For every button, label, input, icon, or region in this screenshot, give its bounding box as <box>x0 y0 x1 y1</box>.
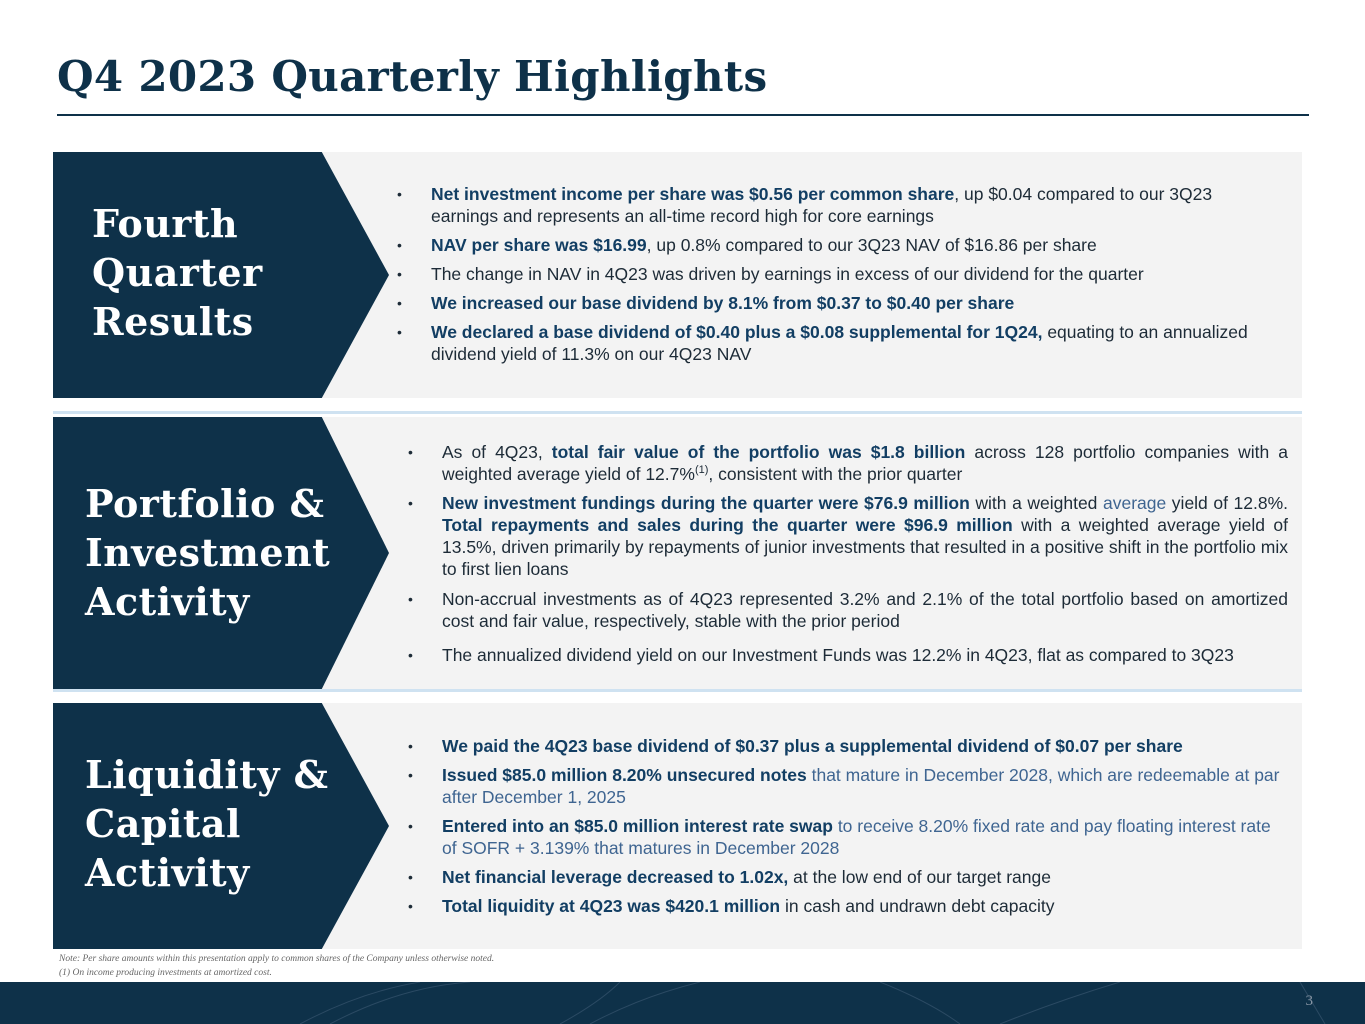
bullet-text: that mature in December 2028, which are redeemable at par after December 1, 2025 <box>442 765 1280 807</box>
bullet-text: to receive 8.20% fixed rate and pay floating interest rate of SOFR + 3.139% that matures in December 2028 <box>442 816 1271 858</box>
bullet-bold-text: Issued $85.0 million 8.20% unsecured notes <box>442 765 807 785</box>
bullet-item <box>408 815 1288 859</box>
heading-line: Liquidity & <box>85 752 329 797</box>
title-divider <box>57 114 1309 116</box>
bullet-text: , consistent with the prior quarter <box>708 464 963 484</box>
heading-line: Activity <box>85 579 250 624</box>
bullet-item <box>408 866 1288 888</box>
bullet-text: at the low end of our target range <box>788 867 1051 887</box>
bullet-item <box>408 895 1288 917</box>
bullet-item <box>397 292 1273 314</box>
section-liquidity-capital-activity <box>53 703 1302 949</box>
heading-line: Quarter <box>92 250 263 295</box>
footnote: (1) On income producing investments at amortized cost. <box>59 968 272 978</box>
bullet-text: Non-accrual investments as of 4Q23 represented 3.2% and 2.1% of the total portfolio based on amortized cost and fair value, respectively, stable with the prior period <box>442 589 1288 631</box>
section-fourth-quarter-results <box>53 152 1302 398</box>
bullet-text: with a weighted <box>969 493 1103 513</box>
bullet-list <box>408 735 1288 917</box>
bullet-text: The change in NAV in 4Q23 was driven by earnings in excess of our dividend for the quarter <box>431 264 1144 284</box>
bullet-text: with a weighted average yield of 13.5%, driven primarily by repayments of junior investments that resulted in a positive shift in the portfolio mix to first lien loans <box>442 515 1289 579</box>
bullet-bold-text: Entered into an $85.0 million interest rate swap <box>442 816 833 836</box>
bullet-item <box>408 764 1288 808</box>
page-number: 3 <box>1305 993 1313 1009</box>
bullet-item <box>408 735 1288 757</box>
heading-line: Results <box>92 299 254 344</box>
bullet-bold-text: We paid the 4Q23 base dividend of $0.37 plus a supplemental dividend of $0.07 per share <box>442 736 1183 756</box>
heading-line: Capital <box>85 801 241 846</box>
bullet-accent-text: average <box>1102 493 1167 513</box>
bullet-item <box>397 263 1273 285</box>
heading-line: Portfolio & <box>85 481 325 526</box>
footer-bar <box>0 982 1365 1024</box>
bullet-bold-text: We increased our base dividend by 8.1% from $0.37 to $0.40 per share <box>431 293 1015 313</box>
heading-line: Fourth <box>92 201 239 246</box>
page-title: Q4 2023 Quarterly Highlights <box>57 52 768 101</box>
section-portfolio-investment-activity <box>53 417 1302 689</box>
bullet-item <box>408 644 1288 666</box>
section-divider <box>53 411 1302 414</box>
bullet-list <box>408 441 1288 666</box>
bullet-text: equating to an annualized dividend yield of 11.3% on our 4Q23 NAV <box>431 322 1248 364</box>
section-heading <box>85 479 330 626</box>
bullet-bold-text: New investment fundings during the quarter were $76.9 million <box>442 493 970 513</box>
bullet-text: yield of 12.8%. <box>1166 493 1288 513</box>
bullet-list <box>397 183 1273 365</box>
bullet-text: As of 4Q23, <box>442 442 552 462</box>
bullet-bold-text: Net investment income per share was $0.56 per common share <box>431 184 955 204</box>
bullet-text: , up 0.8% compared to our 3Q23 NAV of $16.86 per share <box>646 235 1097 255</box>
bullet-bold-text: NAV per share was $16.99 <box>431 235 647 255</box>
bullet-text: in cash and undrawn debt capacity <box>780 896 1055 916</box>
section-heading <box>85 750 328 897</box>
section-divider <box>53 689 1302 692</box>
bullet-text: The annualized dividend yield on our Investment Funds was 12.2% in 4Q23, flat as compared to 3Q23 <box>442 645 1234 665</box>
bullet-item <box>408 441 1288 485</box>
bullet-item <box>397 321 1273 365</box>
bullet-text: across 128 portfolio companies with a weighted average yield of 12.7% <box>442 442 1288 484</box>
footnote-marker: (1) <box>694 464 709 477</box>
bullet-item <box>397 183 1273 227</box>
footnotes <box>59 952 494 980</box>
bullet-bold-text: Net financial leverage decreased to 1.02x, <box>442 867 789 887</box>
footnote: Note: Per share amounts within this presentation apply to common shares of the Company unless otherwise noted. <box>59 954 495 964</box>
bullet-bold-text: total fair value of the portfolio was $1.8 billion <box>551 442 966 462</box>
bullet-item <box>408 588 1288 632</box>
bullet-item <box>397 234 1273 256</box>
heading-line: Activity <box>85 850 250 895</box>
bullet-bold-text: Total liquidity at 4Q23 was $420.1 million <box>442 896 781 916</box>
bullet-bold-text: We declared a base dividend of $0.40 plus a $0.08 supplemental for 1Q24, <box>431 322 1043 342</box>
footer-decoration <box>0 982 1365 1024</box>
heading-line: Investment <box>85 530 331 575</box>
bullet-text: , up $0.04 compared to our 3Q23 earnings and represents an all-time record high for core earnings <box>431 184 1213 226</box>
section-heading <box>92 199 263 346</box>
bullet-bold-text: Total repayments and sales during the quarter were $96.9 million <box>442 515 1013 535</box>
bullet-item <box>408 492 1288 580</box>
